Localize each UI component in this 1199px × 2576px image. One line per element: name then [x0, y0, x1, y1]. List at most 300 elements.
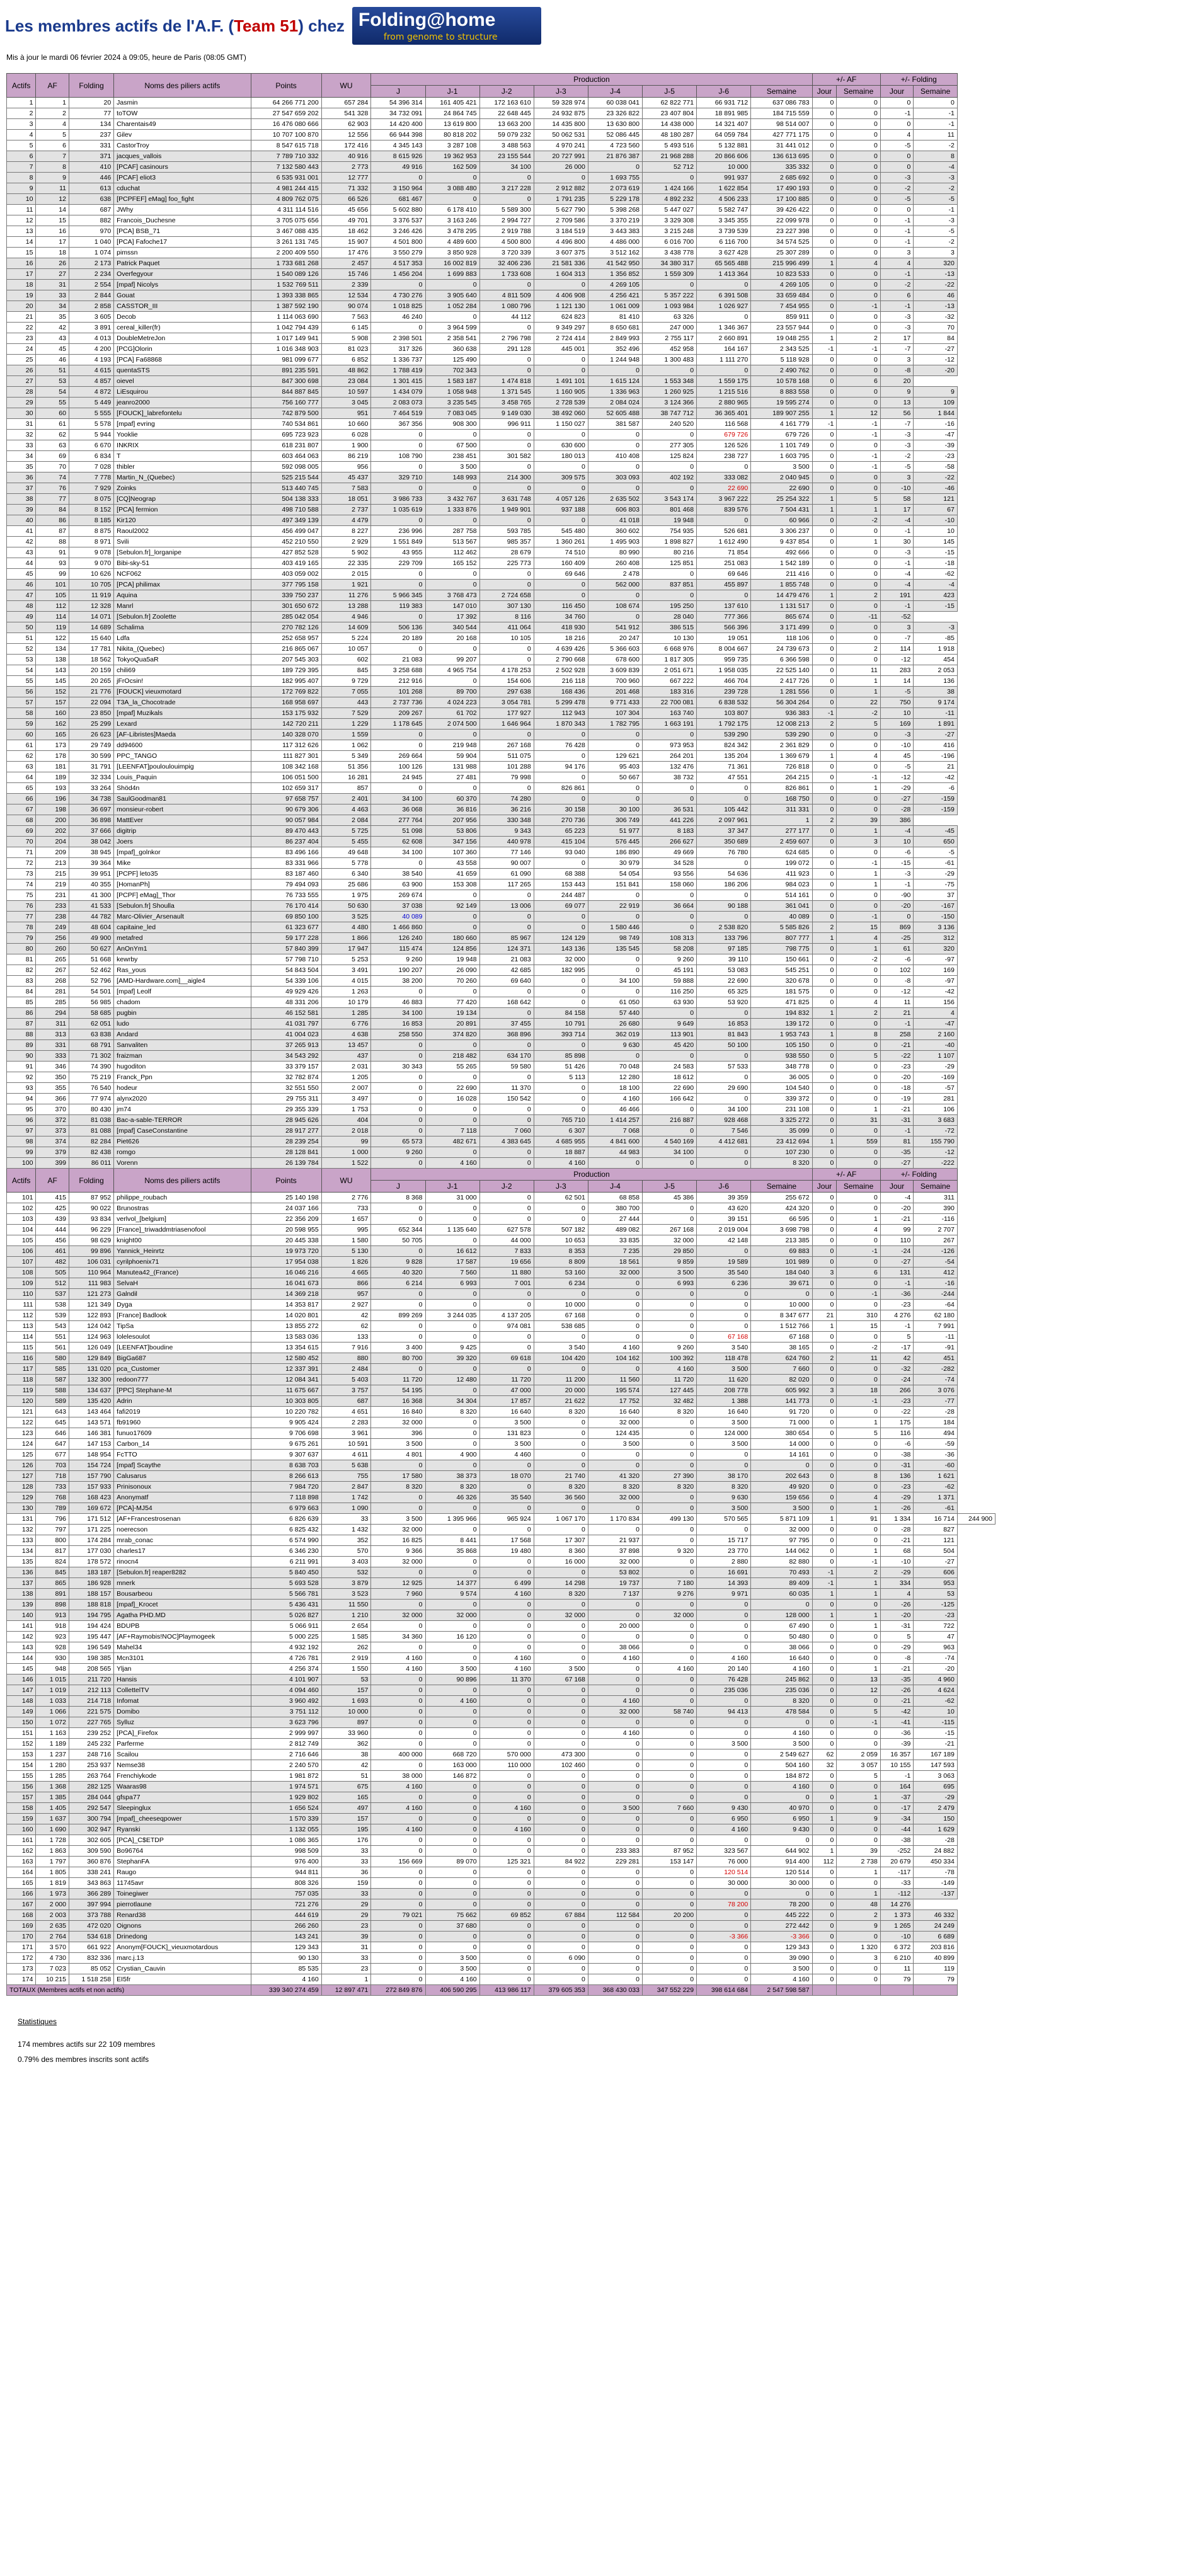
member-name[interactable]: mnerk [114, 1578, 251, 1589]
member-name[interactable]: StephanFA [114, 1857, 251, 1867]
cell: 585 [36, 1364, 69, 1375]
member-name[interactable]: Dyga [114, 1300, 251, 1310]
member-name[interactable]: fraizman [114, 1051, 251, 1062]
cell: 281 [914, 1094, 957, 1104]
member-name[interactable]: Kir120 [114, 515, 251, 526]
member-name[interactable]: romgo [114, 1147, 251, 1158]
member-name[interactable]: [PCA] Fafoche17 [114, 237, 251, 248]
cell: 2 200 409 550 [251, 248, 321, 258]
cell: 59 580 [479, 1062, 534, 1072]
member-name[interactable]: cduchat [114, 183, 251, 194]
cell: 24 932 875 [534, 108, 588, 119]
cell: 0 [371, 1964, 425, 1974]
member-name[interactable]: [PPC] Stephane-M [114, 1385, 251, 1396]
member-name[interactable]: Ras_yous [114, 965, 251, 976]
member-name[interactable]: Franck_Ppn [114, 1072, 251, 1083]
member-name[interactable]: mrab_conac [114, 1535, 251, 1546]
member-name[interactable]: Domibo [114, 1707, 251, 1717]
member-name[interactable]: redoon777 [114, 1375, 251, 1385]
cell: 200 [36, 815, 69, 826]
cell: 39 [7, 505, 36, 515]
cell: 0 [837, 622, 880, 633]
cell: 129 343 [251, 1942, 321, 1953]
member-name[interactable]: kewrby [114, 954, 251, 965]
cell: 0 [534, 1835, 588, 1846]
cell: 6 016 700 [643, 237, 697, 248]
cell: -18 [880, 1083, 914, 1094]
member-name[interactable]: Gouat [114, 290, 251, 301]
member-name[interactable]: CollettelTV [114, 1685, 251, 1696]
cell: 195 [321, 1824, 371, 1835]
col-pm-af: +/- AF [812, 74, 880, 86]
member-name[interactable]: dd94600 [114, 740, 251, 751]
folding-at-home-logo[interactable]: Folding@home from genome to structure [352, 7, 541, 45]
member-name[interactable]: hodeur [114, 1083, 251, 1094]
member-name[interactable]: [France] Badlook [114, 1310, 251, 1321]
cell: 1 067 170 [534, 1514, 588, 1525]
cell: 1 953 743 [751, 1029, 812, 1040]
member-name[interactable]: Sylluz [114, 1717, 251, 1728]
member-name[interactable]: Yannick_Heinrtz [114, 1246, 251, 1257]
cell: 14 161 [751, 1450, 812, 1460]
table-row [7, 676, 995, 687]
member-name[interactable]: [Sebulon.fr] reaper8282 [114, 1567, 251, 1578]
member-name[interactable]: Joers [114, 837, 251, 847]
table-row [7, 762, 995, 772]
member-name[interactable]: Drinedong [114, 1932, 251, 1942]
member-name[interactable]: charles17 [114, 1546, 251, 1557]
member-name[interactable]: Infomat [114, 1696, 251, 1707]
member-name[interactable]: Ldfa [114, 633, 251, 644]
member-name[interactable]: AnOnYm1 [114, 944, 251, 954]
member-name[interactable]: pierrotlaune [114, 1899, 251, 1910]
cell: 976 400 [251, 1857, 321, 1867]
member-name[interactable]: TipSa [114, 1321, 251, 1332]
member-name[interactable]: Anonymatf [114, 1492, 251, 1503]
cell: 0 [588, 912, 642, 922]
cell: 135 [7, 1557, 36, 1567]
member-name[interactable]: [PCA]_Firefox [114, 1728, 251, 1739]
member-name[interactable]: [AF-Libristes]Maeda [114, 730, 251, 740]
member-name[interactable]: Galndil [114, 1289, 251, 1300]
member-name[interactable]: LiEsquirou [114, 387, 251, 398]
member-name[interactable]: digitrip [114, 826, 251, 837]
member-name[interactable]: CASSTOR_III [114, 301, 251, 312]
header [5, 4, 1194, 48]
member-name[interactable]: Sleepinglux [114, 1803, 251, 1814]
member-name[interactable]: Raugo [114, 1867, 251, 1878]
cell: 3 698 798 [751, 1225, 812, 1235]
member-name[interactable]: PPC_TANGO [114, 751, 251, 762]
cell: 6 993 [425, 1278, 479, 1289]
cell: 26 [7, 365, 36, 376]
cell: 4 160 [371, 1803, 425, 1814]
member-name[interactable]: Decob [114, 312, 251, 323]
member-name[interactable]: JWhy [114, 205, 251, 215]
member-name[interactable]: Brunostras [114, 1203, 251, 1214]
cell: 24 945 [371, 772, 425, 783]
member-name[interactable]: Adrin [114, 1396, 251, 1407]
member-name[interactable]: [PCPF] eMag]_Thor [114, 890, 251, 901]
member-name[interactable]: [PCA]_C$ETDP [114, 1835, 251, 1846]
cell: 0 [425, 1739, 479, 1749]
member-name[interactable]: [mpaf]_Krocet [114, 1600, 251, 1610]
member-name[interactable]: cyrilphoenix71 [114, 1257, 251, 1268]
member-name[interactable]: Marc-Olivier_Arsenault [114, 912, 251, 922]
cell: -5 [914, 847, 957, 858]
cell: 0 [479, 194, 534, 205]
member-name[interactable]: Martin_N_(Quebec) [114, 472, 251, 483]
member-name[interactable]: Manrl [114, 601, 251, 612]
member-name[interactable]: T3A_la_Chocotrade [114, 697, 251, 708]
cell: 374 [36, 1136, 69, 1147]
member-name[interactable]: Bousarbeou [114, 1589, 251, 1600]
member-name[interactable]: [CQ]Neograp [114, 494, 251, 505]
member-name[interactable]: [mpaf] Scaythe [114, 1460, 251, 1471]
member-name[interactable]: [AMD-Hardware.com]__aigle4 [114, 976, 251, 987]
member-name[interactable]: Charentais49 [114, 119, 251, 130]
member-name[interactable]: [PCA] BSB_71 [114, 226, 251, 237]
cell: -36 [880, 1728, 914, 1739]
cell: 167 [7, 1899, 36, 1910]
member-name[interactable]: [PCAF] eliot3 [114, 173, 251, 183]
member-name[interactable]: [FOUCK] vieuxmotard [114, 687, 251, 697]
member-name[interactable]: Crystian_Cauvin [114, 1964, 251, 1974]
cell: 46 [914, 290, 957, 301]
cell: -4 [914, 580, 957, 590]
member-name[interactable]: [mpaf] Leolf [114, 987, 251, 997]
member-name[interactable]: Ryanski [114, 1824, 251, 1835]
cell: 147 [7, 1685, 36, 1696]
member-name[interactable]: Mahel34 [114, 1642, 251, 1653]
cell: 0 [812, 1375, 837, 1385]
table-row [7, 130, 995, 140]
cell: 213 385 [751, 1235, 812, 1246]
member-name[interactable]: Jasmin [114, 98, 251, 108]
totals-row [7, 1985, 995, 1996]
cell: 373 788 [69, 1910, 113, 1921]
cell: 137 610 [697, 601, 751, 612]
cell: 0 [812, 515, 837, 526]
member-name[interactable]: Louis_Paquin [114, 772, 251, 783]
member-name[interactable]: 11745avr [114, 1878, 251, 1889]
cell: 7 137 [588, 1589, 642, 1600]
member-name[interactable]: [mpaf] Muzikals [114, 708, 251, 719]
member-name[interactable]: [PCPFEF] eMag] foo_fight [114, 194, 251, 205]
member-name[interactable]: SaulGoodman81 [114, 794, 251, 804]
cell: 53 806 [425, 826, 479, 837]
cell: 0 [479, 1557, 534, 1567]
member-name[interactable]: Agatha PHD.MD [114, 1610, 251, 1621]
cell: 151 [7, 1728, 36, 1739]
cell: 411 923 [751, 869, 812, 879]
member-name[interactable]: TokyoQua5aR [114, 655, 251, 665]
member-name[interactable]: [Sebulon.fr] Zoolette [114, 612, 251, 622]
cell: 5 493 516 [643, 140, 697, 151]
member-name[interactable]: chadom [114, 997, 251, 1008]
member-name[interactable]: BDUPB [114, 1621, 251, 1632]
cell: 2 051 671 [643, 665, 697, 676]
member-name[interactable]: Hansis [114, 1674, 251, 1685]
cell: 0 [837, 365, 880, 376]
member-name[interactable]: [mpaf] evring [114, 419, 251, 430]
cell: 1 [812, 1008, 837, 1019]
cell: 71 854 [697, 547, 751, 558]
member-name[interactable]: metafred [114, 933, 251, 944]
cell: 1 111 270 [697, 355, 751, 365]
member-name[interactable]: [PCA] philimax [114, 580, 251, 590]
member-name[interactable]: pimssn [114, 248, 251, 258]
member-name[interactable]: fafi2019 [114, 1407, 251, 1417]
member-name[interactable]: BigGa687 [114, 1353, 251, 1364]
cell: 37 347 [697, 826, 751, 837]
member-name[interactable]: Raoul2002 [114, 526, 251, 537]
member-name[interactable]: Aquina [114, 590, 251, 601]
cell: 0 [479, 1878, 534, 1889]
member-name[interactable]: Prinisonoux [114, 1482, 251, 1492]
cell: 0 [588, 462, 642, 472]
member-name[interactable]: rinocn4 [114, 1557, 251, 1567]
cell: 0 [588, 430, 642, 440]
member-name[interactable]: Gilev [114, 130, 251, 140]
member-name[interactable]: Oignons [114, 1921, 251, 1932]
member-name[interactable]: [FOUCK]_labrefontelu [114, 408, 251, 419]
member-name[interactable]: Toinegiwer [114, 1889, 251, 1899]
member-name[interactable]: INKRIX [114, 440, 251, 451]
member-name[interactable]: [AF+Francestrosenan [114, 1514, 251, 1525]
cell: 0 [371, 1246, 425, 1257]
member-name[interactable]: [PCA] Fa68868 [114, 355, 251, 365]
cell: 1 [837, 879, 880, 890]
member-name[interactable]: [Sebulon.fr] Shoulla [114, 901, 251, 912]
member-name[interactable]: Andard [114, 1029, 251, 1040]
cell: 82 [7, 965, 36, 976]
member-name[interactable]: quentaSTS [114, 365, 251, 376]
member-name[interactable]: Bibi-sky-51 [114, 558, 251, 569]
member-name[interactable]: Patrick Paquet [114, 258, 251, 269]
member-name[interactable]: alynx2020 [114, 1094, 251, 1104]
table-row [7, 547, 995, 558]
member-name[interactable]: Yooklie [114, 430, 251, 440]
member-name[interactable]: Carbon_14 [114, 1439, 251, 1450]
member-name[interactable]: hugoditon [114, 1062, 251, 1072]
cell: 0 [643, 569, 697, 580]
cell: 537 [36, 1289, 69, 1300]
cell: 21 083 [371, 655, 425, 665]
member-name[interactable]: marc.j.13 [114, 1953, 251, 1964]
cell: 9 349 297 [534, 323, 588, 333]
cell: 0 [812, 183, 837, 194]
cell: 1 559 309 [643, 269, 697, 280]
member-name[interactable]: funuo17609 [114, 1428, 251, 1439]
cell: 570 000 [479, 1749, 534, 1760]
member-name[interactable]: [LEENFAT]pouloulouimpig [114, 762, 251, 772]
cell: 68 858 [588, 1193, 642, 1203]
member-name[interactable]: Overfegyour [114, 269, 251, 280]
cell: 1 522 [321, 1158, 371, 1169]
member-name[interactable]: jm74 [114, 1104, 251, 1115]
member-name[interactable]: [LEENFAT]boudine [114, 1342, 251, 1353]
cell: 24 583 [643, 1062, 697, 1072]
member-name[interactable]: capitaine_led [114, 922, 251, 933]
member-name[interactable]: Frenchiykode [114, 1771, 251, 1782]
cell: 141 773 [751, 1396, 812, 1407]
member-name[interactable]: Lexard [114, 719, 251, 730]
cell: 0 [643, 730, 697, 740]
member-name[interactable]: EI5fr [114, 1974, 251, 1985]
cell: 4 160 [751, 1664, 812, 1674]
cell: 399 [36, 1158, 69, 1169]
member-name[interactable]: jFrOcsin! [114, 676, 251, 687]
member-name[interactable]: SelvaH [114, 1278, 251, 1289]
subcol-9: Semaine [837, 1181, 880, 1193]
cell: 4 501 800 [371, 237, 425, 248]
cell: 0 [588, 1953, 642, 1964]
table-row [7, 976, 995, 987]
cell: 667 222 [643, 676, 697, 687]
member-name[interactable]: [PCAF] casinours [114, 162, 251, 173]
member-name[interactable]: thibler [114, 462, 251, 472]
cell: 0 [479, 1739, 534, 1749]
member-name[interactable]: verlvol_[belgium] [114, 1214, 251, 1225]
member-name[interactable]: Francois_Duchesne [114, 215, 251, 226]
cell: 135 204 [697, 751, 751, 762]
cell: -7 [880, 419, 914, 430]
member-name[interactable]: Yljan [114, 1664, 251, 1674]
cell: 2 234 [69, 269, 113, 280]
member-name[interactable]: Nikita_(Quebec) [114, 644, 251, 655]
member-name[interactable]: Waaras98 [114, 1782, 251, 1792]
cell: 362 019 [588, 1029, 642, 1040]
cell: 5 224 [321, 633, 371, 644]
member-name[interactable]: Parferme [114, 1739, 251, 1749]
cell: 48 180 287 [643, 130, 697, 140]
member-name[interactable]: Scailou [114, 1749, 251, 1760]
member-name[interactable]: lolelesoulot [114, 1332, 251, 1342]
member-name[interactable]: [mpaf] CaseConstantine [114, 1126, 251, 1136]
cell: 134 [36, 644, 69, 655]
member-name[interactable]: oievel [114, 376, 251, 387]
member-name[interactable]: Manutea42_(France) [114, 1268, 251, 1278]
cell: 0 [425, 1503, 479, 1514]
member-name[interactable]: Nemse38 [114, 1760, 251, 1771]
table-row [7, 633, 995, 644]
member-name[interactable]: [PCG]Olorin [114, 344, 251, 355]
cell: 765 710 [534, 1115, 588, 1126]
member-name[interactable]: toTOW [114, 108, 251, 119]
cell: 42 685 [479, 965, 534, 976]
cell: 60 370 [425, 794, 479, 804]
cell: 1 518 258 [69, 1974, 113, 1985]
member-name[interactable]: Vorenn [114, 1158, 251, 1169]
cell: 3 570 [36, 1942, 69, 1953]
member-name[interactable]: noerecson [114, 1525, 251, 1535]
footer [18, 2017, 1194, 2064]
member-name[interactable]: Calusarus [114, 1471, 251, 1482]
table-row [7, 858, 995, 869]
cell: 168 958 697 [251, 697, 321, 708]
cell: -3 366 [751, 1932, 812, 1942]
member-name[interactable]: NCF062 [114, 569, 251, 580]
cell: 740 534 861 [251, 419, 321, 430]
member-name[interactable]: pca_Customer [114, 1364, 251, 1375]
member-name[interactable]: [HomanPh] [114, 879, 251, 890]
cell: 0 [812, 1621, 837, 1632]
cell: 51 [7, 633, 36, 644]
member-name[interactable]: Piet626 [114, 1136, 251, 1147]
member-name[interactable]: [AF+Raymobis!NOC]Playmogeek [114, 1632, 251, 1642]
member-name[interactable]: T [114, 451, 251, 462]
cell: -74 [914, 1653, 957, 1664]
member-name[interactable]: Mike [114, 858, 251, 869]
cell: 2 018 [321, 1126, 371, 1136]
cell: 61 323 677 [251, 922, 321, 933]
cell: 0 [697, 515, 751, 526]
cell: -23 [914, 451, 957, 462]
member-name[interactable]: [Sebulon.fr]_lorganipe [114, 547, 251, 558]
cell: 53 [321, 1674, 371, 1685]
cell: 40 320 [371, 1268, 425, 1278]
cell: 754 935 [643, 526, 697, 537]
member-name[interactable]: pugbin [114, 1008, 251, 1019]
member-name[interactable]: DoubleMetreJon [114, 333, 251, 344]
member-name[interactable]: [France]_triwaddmtriasenofool [114, 1225, 251, 1235]
member-name[interactable]: gfspa77 [114, 1792, 251, 1803]
table-row [7, 1846, 995, 1857]
member-name[interactable]: fb91960 [114, 1417, 251, 1428]
member-name[interactable]: [mpaf]_golnkor [114, 847, 251, 858]
member-name[interactable]: cereal_killer(fr) [114, 323, 251, 333]
member-name[interactable]: Anonym[FOUCK]_vieuxmotardous [114, 1942, 251, 1953]
member-name[interactable]: Schalima [114, 622, 251, 633]
member-name[interactable]: CastorTroy [114, 140, 251, 151]
member-name[interactable]: [mpaf] Nicolys [114, 280, 251, 290]
member-name[interactable]: Sanvaliten [114, 1040, 251, 1051]
member-name[interactable]: Shöd4n [114, 783, 251, 794]
member-name[interactable]: jeanro2000 [114, 398, 251, 408]
cell: 32 551 550 [251, 1083, 321, 1094]
member-name[interactable]: ludo [114, 1019, 251, 1029]
member-name[interactable]: [PCA] fermion [114, 505, 251, 515]
cell: 3 751 112 [251, 1707, 321, 1717]
member-name[interactable]: [PCPF] leto35 [114, 869, 251, 879]
cell: 0 [812, 440, 837, 451]
cell: 0 [697, 1642, 751, 1653]
member-name[interactable]: knight00 [114, 1235, 251, 1246]
cell: 26 090 [425, 965, 479, 976]
cell: 8 320 [534, 1482, 588, 1492]
member-name[interactable]: philippe_roubach [114, 1193, 251, 1203]
member-name[interactable]: [mpaf]_cheeseqpower [114, 1814, 251, 1824]
member-name[interactable]: jacques_vallois [114, 151, 251, 162]
member-name[interactable]: Mcn3101 [114, 1653, 251, 1664]
member-name[interactable]: chili69 [114, 665, 251, 676]
member-name[interactable]: FcTTO [114, 1450, 251, 1460]
table-row [7, 355, 995, 365]
member-name[interactable]: Renard38 [114, 1910, 251, 1921]
cell: 8 320 [697, 1482, 751, 1492]
cell: 253 937 [69, 1760, 113, 1771]
member-name[interactable]: Svili [114, 537, 251, 547]
member-name[interactable]: Bo96764 [114, 1846, 251, 1857]
cell: 110 964 [69, 1268, 113, 1278]
member-name[interactable]: [PCA]-MJ54 [114, 1503, 251, 1514]
member-name[interactable]: MattEver [114, 815, 251, 826]
statistics-link[interactable]: Statistiques [18, 2017, 57, 2026]
member-name[interactable]: Bac-a-sable-TERROR [114, 1115, 251, 1126]
member-name[interactable]: Zoinks [114, 483, 251, 494]
member-name[interactable]: monsieur-robert [114, 804, 251, 815]
